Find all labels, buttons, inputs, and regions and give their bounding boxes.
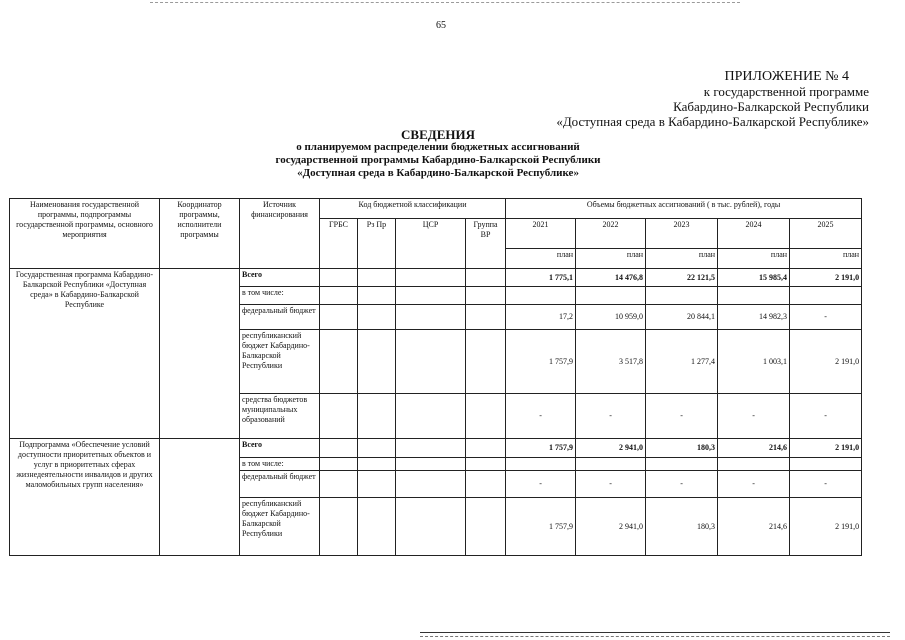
program-name-cell: Государственная программа Кабардино-Балкарской Республики «Доступная среда» в Кабардино-Балкарской Республике (10, 269, 160, 439)
page-number: 65 (436, 20, 446, 31)
header-year: 2022 (576, 219, 646, 249)
value-cell: 214,6 (718, 498, 790, 556)
value-cell: 10 959,0 (576, 305, 646, 330)
value-cell: - (576, 394, 646, 439)
code-cell (466, 305, 506, 330)
appendix-line: «Доступная среда в Кабардино-Балкарской Республике» (556, 114, 869, 129)
value-cell: 20 844,1 (646, 305, 718, 330)
value-cell (718, 287, 790, 305)
code-cell (396, 305, 466, 330)
value-cell (576, 458, 646, 471)
value-cell: 1 003,1 (718, 330, 790, 394)
value-cell: - (576, 471, 646, 498)
value-cell: 214,6 (718, 439, 790, 458)
source-cell: Всего (240, 439, 320, 458)
code-cell (466, 330, 506, 394)
code-cell (320, 458, 358, 471)
heading-line: о планируемом распределении бюджетных ассигнований (296, 141, 580, 153)
code-cell (320, 305, 358, 330)
source-cell: Всего (240, 269, 320, 287)
value-cell (646, 287, 718, 305)
code-cell (320, 330, 358, 394)
value-cell (576, 287, 646, 305)
value-cell: 1 757,9 (506, 439, 576, 458)
code-cell (396, 269, 466, 287)
header-name: Наименования государственной программы, подпрограммы государственной программы, основного мероприятия (10, 199, 160, 269)
code-cell (396, 330, 466, 394)
code-cell (396, 439, 466, 458)
value-cell: 2 191,0 (790, 269, 862, 287)
code-cell (358, 269, 396, 287)
header-source: Источник финансирования (240, 199, 320, 269)
source-cell: республиканский бюджет Кабардино-Балкарской Республики (240, 330, 320, 394)
header-year: 2021 (506, 219, 576, 249)
heading-title: СВЕДЕНИЯ (401, 127, 475, 142)
header-year: 2023 (646, 219, 718, 249)
code-cell (358, 471, 396, 498)
code-cell (396, 471, 466, 498)
header-coordinator: Координатор программы, исполнители программы (160, 199, 240, 269)
value-cell: 1 757,9 (506, 330, 576, 394)
value-cell: - (646, 394, 718, 439)
code-cell (466, 471, 506, 498)
program-name-cell: Подпрограмма «Обеспечение условий доступности приоритетных объектов и услуг в приоритетных сферах жизнедеятельности инвалидов и других маломобильных групп населения» (10, 439, 160, 556)
source-cell: в том числе: (240, 458, 320, 471)
value-cell: 1 757,9 (506, 498, 576, 556)
value-cell: 2 941,0 (576, 439, 646, 458)
value-cell: - (790, 394, 862, 439)
code-cell (320, 471, 358, 498)
code-cell (320, 498, 358, 556)
code-cell (466, 269, 506, 287)
header-budget-code: Код бюджетной классификации (320, 199, 506, 219)
value-cell: 22 121,5 (646, 269, 718, 287)
value-cell: 180,3 (646, 439, 718, 458)
code-cell (358, 458, 396, 471)
code-cell (320, 394, 358, 439)
header-plan: план (718, 249, 790, 269)
value-cell: - (506, 471, 576, 498)
code-cell (358, 287, 396, 305)
header-grbs: ГРБС (320, 219, 358, 269)
coordinator-cell (160, 269, 240, 439)
code-cell (466, 498, 506, 556)
value-cell (718, 458, 790, 471)
header-csr: ЦСР (396, 219, 466, 269)
code-cell (320, 439, 358, 458)
appendix-line: к государственной программе (703, 84, 869, 99)
code-cell (358, 330, 396, 394)
appendix-block (556, 69, 869, 129)
code-cell (396, 394, 466, 439)
code-cell (396, 498, 466, 556)
code-cell (466, 458, 506, 471)
value-cell: 2 191,0 (790, 498, 862, 556)
header-plan: план (576, 249, 646, 269)
value-cell: 14 982,3 (718, 305, 790, 330)
header-plan: план (506, 249, 576, 269)
code-cell (466, 394, 506, 439)
value-cell: - (646, 471, 718, 498)
table-row (10, 439, 862, 458)
budget-table (9, 198, 862, 556)
header-plan: план (790, 249, 862, 269)
table-row (10, 269, 862, 287)
code-cell (466, 287, 506, 305)
source-cell: в том числе: (240, 287, 320, 305)
value-cell (506, 458, 576, 471)
source-cell: федеральный бюджет (240, 305, 320, 330)
header-year: 2025 (790, 219, 862, 249)
source-cell: республиканский бюджет Кабардино-Балкарской Республики (240, 498, 320, 556)
code-cell (358, 394, 396, 439)
value-cell (646, 458, 718, 471)
header-year: 2024 (718, 219, 790, 249)
document-heading (0, 128, 876, 180)
source-cell: средства бюджетов муниципальных образований (240, 394, 320, 439)
heading-line: государственной программы Кабардино-Балкарской Республики (275, 154, 601, 166)
value-cell (790, 287, 862, 305)
value-cell: 180,3 (646, 498, 718, 556)
scan-artifact-top (150, 2, 740, 4)
value-cell: - (718, 471, 790, 498)
header-vr: Группа ВР (466, 219, 506, 269)
code-cell (320, 287, 358, 305)
code-cell (396, 287, 466, 305)
value-cell (506, 287, 576, 305)
value-cell: 1 277,4 (646, 330, 718, 394)
value-cell: 3 517,8 (576, 330, 646, 394)
value-cell: 15 985,4 (718, 269, 790, 287)
value-cell: 2 191,0 (790, 330, 862, 394)
value-cell (790, 458, 862, 471)
value-cell: - (506, 394, 576, 439)
header-plan: план (646, 249, 718, 269)
heading-line: «Доступная среда в Кабардино-Балкарской Республике» (297, 167, 579, 179)
code-cell (320, 269, 358, 287)
value-cell: - (790, 305, 862, 330)
code-cell (466, 439, 506, 458)
code-cell (396, 458, 466, 471)
code-cell (358, 439, 396, 458)
scan-artifact-bottom (420, 632, 890, 637)
value-cell: 2 941,0 (576, 498, 646, 556)
appendix-title: ПРИЛОЖЕНИЕ № 4 (724, 69, 849, 84)
value-cell: 1 775,1 (506, 269, 576, 287)
appendix-line: Кабардино-Балкарской Республики (673, 99, 869, 114)
value-cell: - (790, 471, 862, 498)
value-cell: - (718, 394, 790, 439)
value-cell: 17,2 (506, 305, 576, 330)
value-cell: 2 191,0 (790, 439, 862, 458)
header-rzpr: Рз Пр (358, 219, 396, 269)
header-volumes: Объемы бюджетных ассигнований ( в тыс. рублей), годы (506, 199, 862, 219)
source-cell: федеральный бюджет (240, 471, 320, 498)
value-cell: 14 476,8 (576, 269, 646, 287)
code-cell (358, 305, 396, 330)
coordinator-cell (160, 439, 240, 556)
code-cell (358, 498, 396, 556)
